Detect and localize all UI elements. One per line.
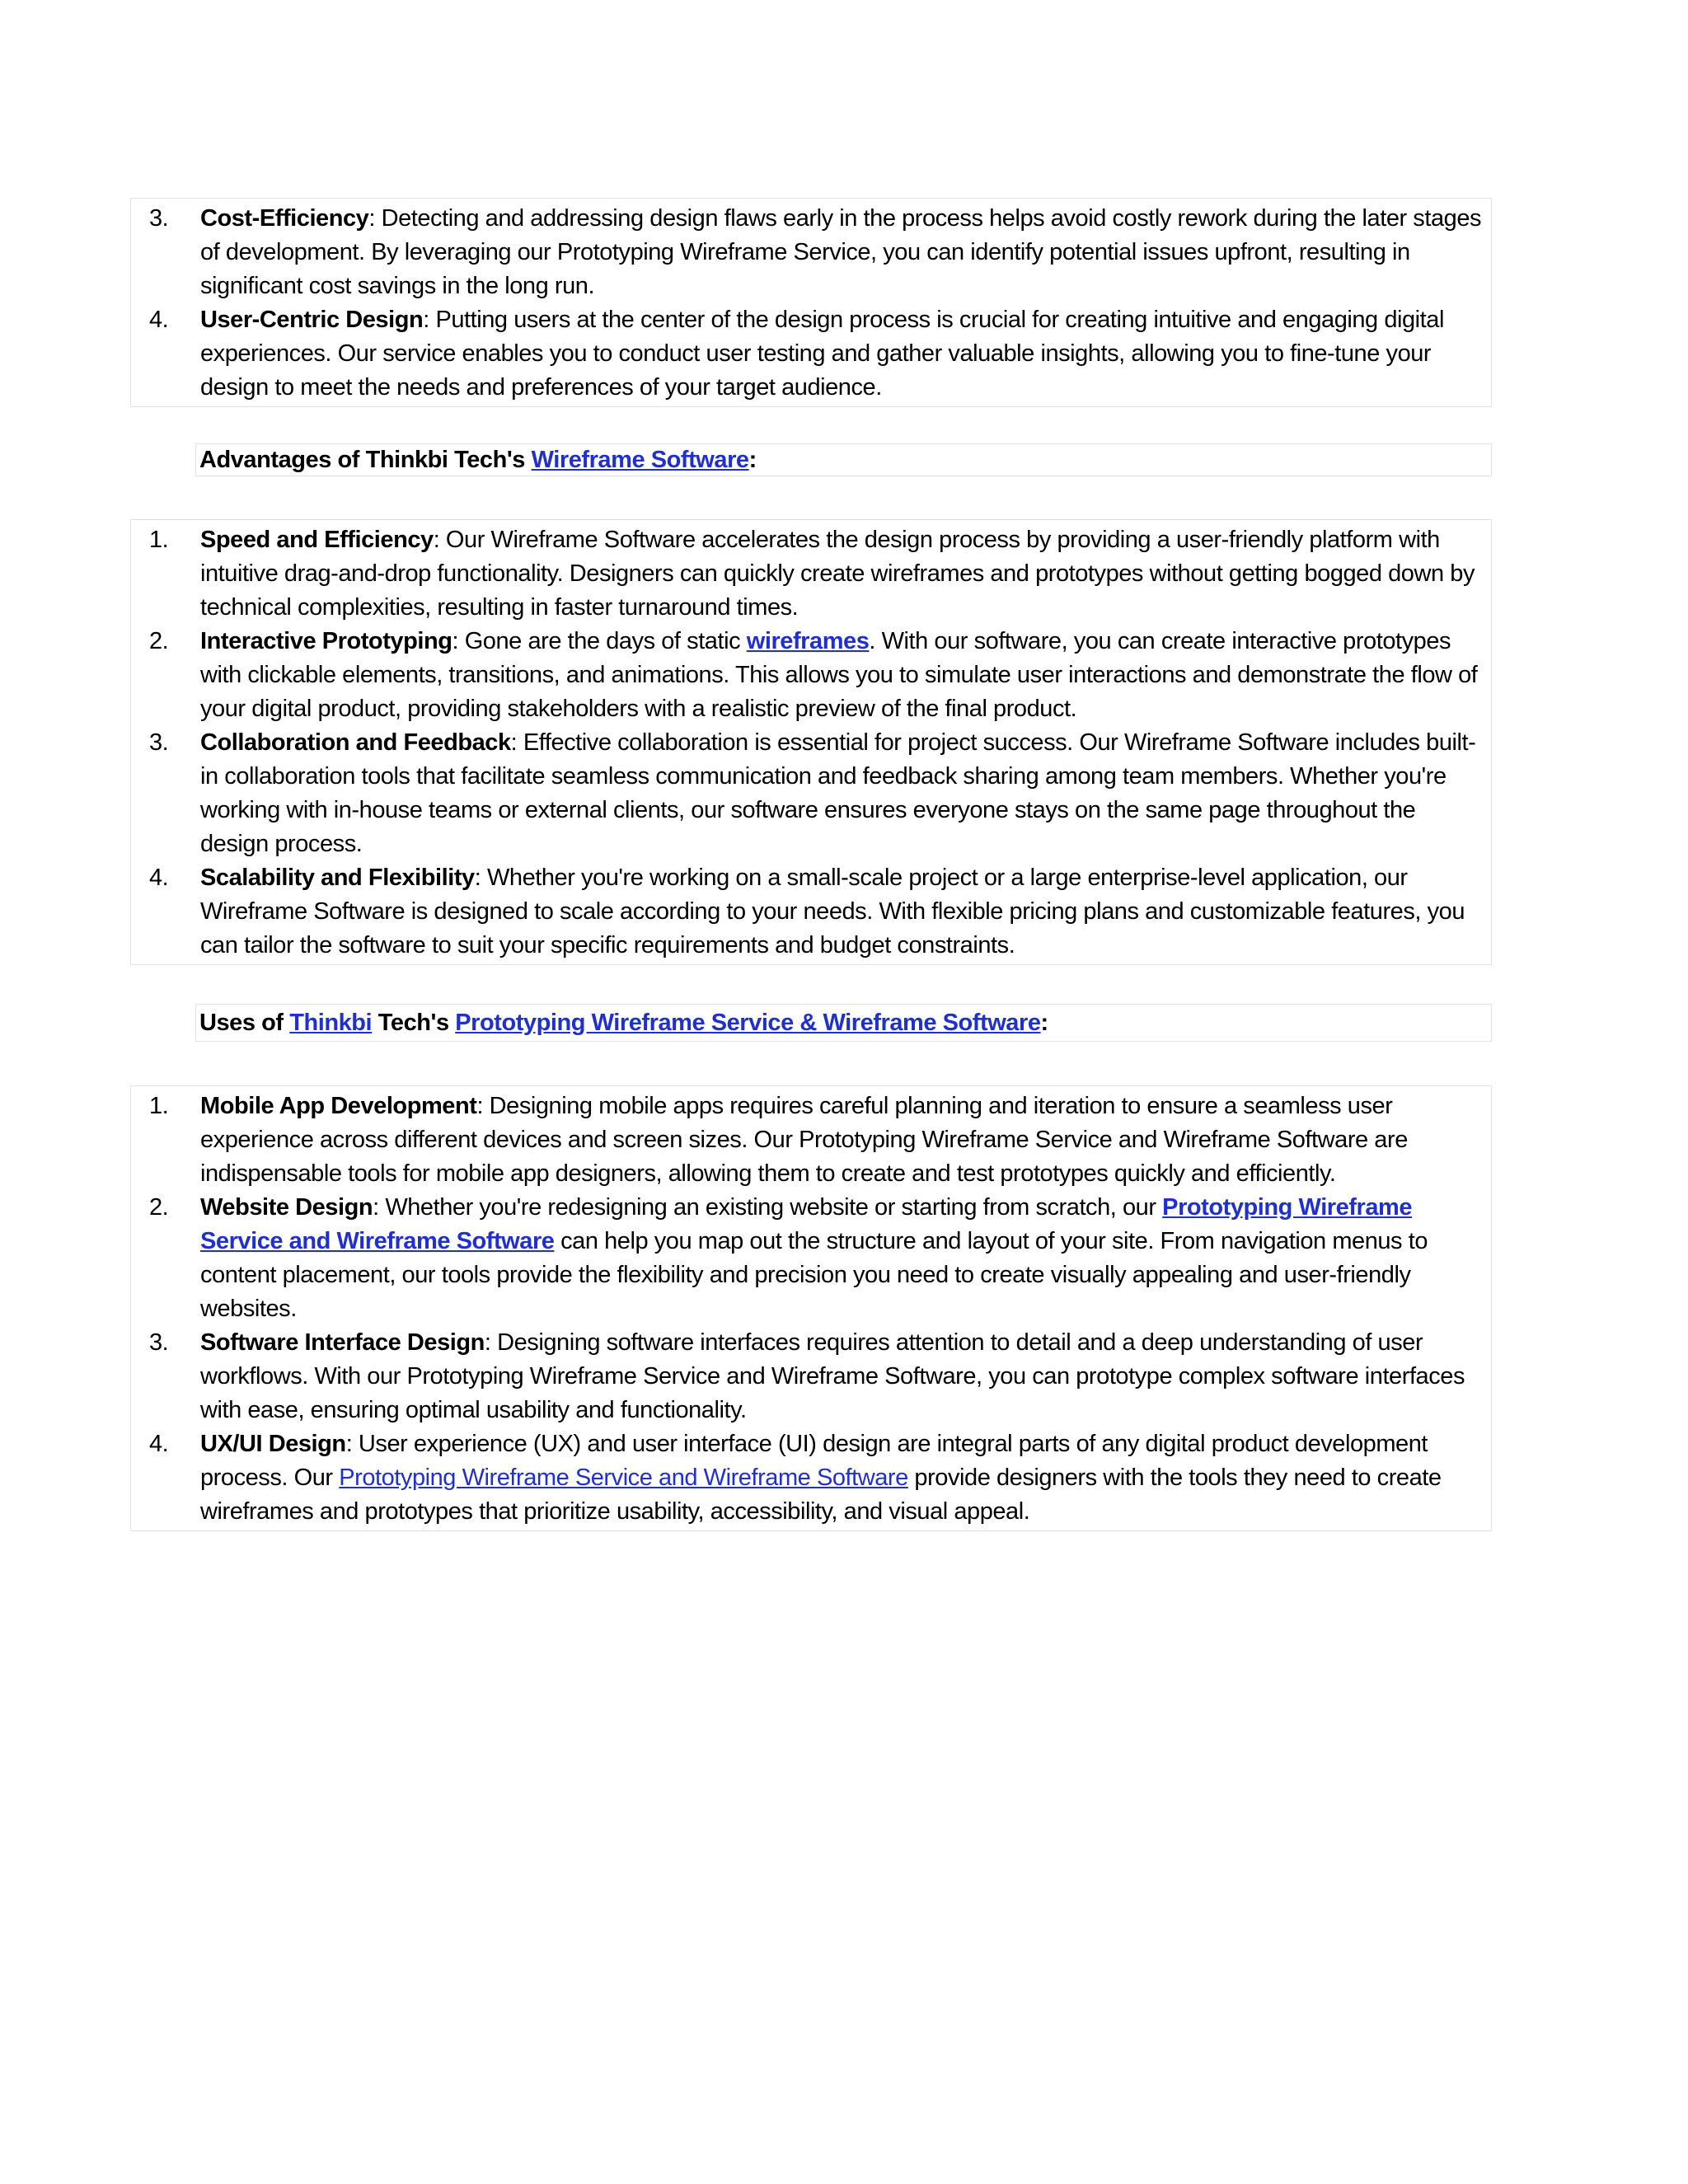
heading-suffix: : [748,447,757,473]
list-item-term: Mobile App Development [200,1093,477,1119]
list-number: 4. [149,865,169,891]
list-number: 2. [149,1194,169,1221]
list-number: 3. [149,729,169,756]
list-item-term: Scalability and Flexibility [200,865,475,891]
list-item-text: : Effective collaboration is essential for project success. Our Wireframe Software includes built-in collaboration tools that facilitate seamless communication and feedback sharing among team members. Whether you're working with in-house teams or external clients, our software ensures everyone stays on the same page throughout the design process. [200,729,1476,857]
list-item [131,625,1491,726]
list-item-text: : Gone are the days of static [452,628,747,654]
list-item-text: . With our software, you can create interactive prototypes with clickable elements, transitions, and animations. This allows you to simulate user interactions and demonstrate the flow of your digital product, providing stakeholders with a realistic preview of the final product. [200,628,1478,722]
list-item [131,303,1491,405]
advantages-list [130,519,1492,965]
list-number: 3. [149,205,169,232]
list-item [131,523,1491,625]
list-number: 4. [149,307,169,333]
prototyping-service-link[interactable]: Prototyping Wireframe Service and Wireframe Software [200,1194,1413,1254]
thinkbi-link[interactable]: Thinkbi [289,1010,373,1036]
list-item-term: UX/UI Design [200,1431,346,1457]
section-heading-uses [195,1004,1492,1042]
list-number: 2. [149,628,169,654]
heading-prefix: Advantages of Thinkbi Tech's [199,447,532,473]
list-item-text: can help you map out the structure and layout of your site. From navigation menus to content placement, our tools provide the flexibility and precision you need to create visually appealing and user-friendly websites. [200,1228,1428,1322]
list-item [131,1191,1491,1326]
heading-prefix: Uses of [199,1010,290,1036]
list-item [131,1326,1491,1427]
list-item-term: Interactive Prototyping [200,628,452,654]
heading-suffix: : [1040,1010,1048,1036]
list-item-term: Speed and Efficiency [200,527,434,553]
heading-middle: Tech's [372,1010,456,1036]
list-item [131,726,1491,861]
list-item-term: User-Centric Design [200,307,424,333]
list-item-text: : Whether you're working on a small-scale project or a large enterprise-level application, our Wireframe Software is designed to scale according to your needs. With flexible pricing plans and customizable features, you can tailor the software to suit your specific requirements and budget constraints. [200,865,1465,958]
wireframes-link[interactable]: wireframes [746,628,870,654]
uses-list [130,1085,1492,1531]
list-item-text: : Designing software interfaces requires attention to detail and a deep understanding of user workflows. With our Prototyping Wireframe Service and Wireframe Software, you can prototype complex software interfaces with ease, ensuring optimal usability and functionality. [200,1329,1465,1423]
benefits-list-continued [130,198,1492,407]
list-item-text: : Designing mobile apps requires careful planning and iteration to ensure a seamless user experience across different devices and screen sizes. Our Prototyping Wireframe Service and Wireframe Software are indispensable tools for mobile app designers, allowing them to create and test prototypes quickly and efficiently. [200,1093,1408,1187]
list-item-text: : Whether you're redesigning an existing website or starting from scratch, our [373,1194,1163,1221]
list-item-term: Website Design [200,1194,373,1221]
list-number: 4. [149,1431,169,1457]
list-item-term: Cost-Efficiency [200,205,369,232]
list-item-text: : User experience (UX) and user interface (UI) design are integral parts of any digital product development process. Our [200,1431,1428,1491]
wireframe-software-link[interactable]: Wireframe Software [531,447,749,473]
list-number: 3. [149,1329,169,1356]
list-item [131,861,1491,963]
list-item-text: provide designers with the tools they need to create wireframes and prototypes that prioritize usability, accessibility, and visual appeal. [200,1465,1442,1525]
list-item-text: : Putting users at the center of the design process is crucial for creating intuitive and engaging digital experiences. Our service enables you to conduct user testing and gather valuable insights, allowing you to fine-tune your design to meet the needs and preferences of your target audience. [200,307,1444,401]
list-item-term: Collaboration and Feedback [200,729,511,756]
list-number: 1. [149,1093,169,1119]
list-item [131,1090,1491,1191]
list-item-text: : Our Wireframe Software accelerates the design process by providing a user-friendly platform with intuitive drag-and-drop functionality. Designers can quickly create wireframes and prototypes without getting bogged down by technical complexities, resulting in faster turnaround times. [200,527,1475,621]
prototyping-service-link[interactable]: Prototyping Wireframe Service & Wireframe Software [455,1010,1041,1036]
list-item [131,1427,1491,1529]
list-number: 1. [149,527,169,553]
list-item-term: Software Interface Design [200,1329,485,1356]
list-item [131,202,1491,303]
section-heading-advantages [195,443,1492,476]
prototyping-service-link[interactable]: Prototyping Wireframe Service and Wireframe Software [339,1465,908,1491]
list-item-text: : Detecting and addressing design flaws early in the process helps avoid costly rework during the later stages of development. By leveraging our Prototyping Wireframe Service, you can identify potential issues upfront, resulting in significant cost savings in the long run. [200,205,1482,299]
